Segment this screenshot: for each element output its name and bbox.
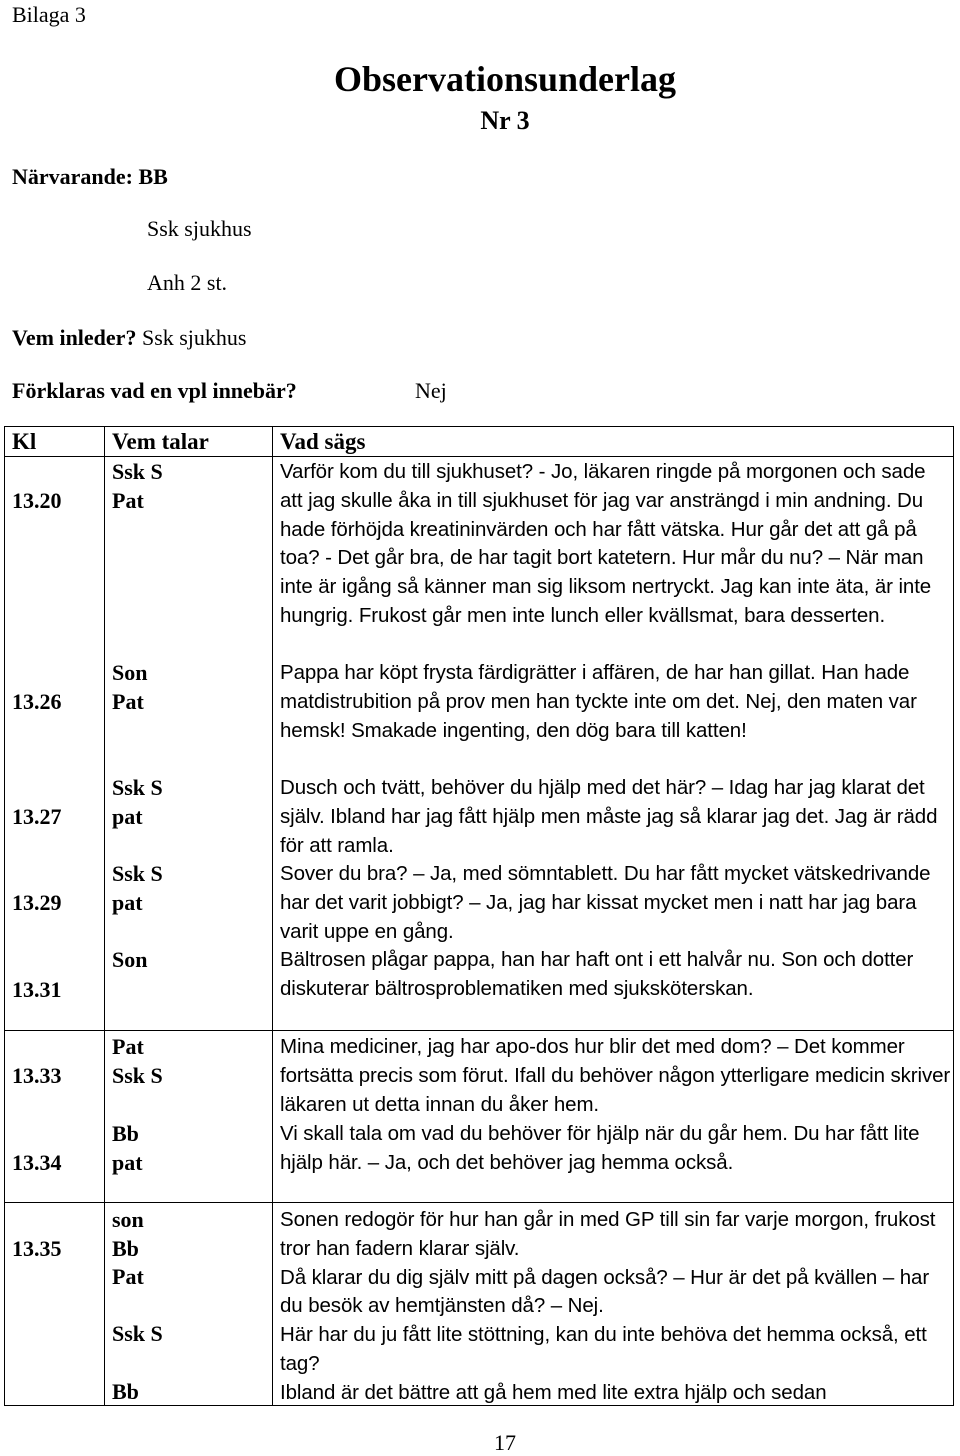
- table-row-rule: [4, 1202, 954, 1203]
- speaker: Bb: [112, 1378, 139, 1404]
- appendix-label: Bilaga 3: [12, 2, 86, 27]
- who-initiates-label: Vem inleder?: [12, 325, 137, 350]
- present-item-2: Ssk sjukhus: [147, 216, 252, 241]
- column-header-time: Kl: [12, 429, 37, 454]
- row-speakers: [112, 458, 163, 515]
- row-text: Dusch och tvätt, behöver du hjälp med det här? – Idag har jag klarat det själv. Ibland har jag fått hjälp men måste jag så klarar jag det. Jag är rädd för att ramla.: [280, 776, 938, 857]
- row-speakers: [112, 1033, 163, 1090]
- table-header-rule: [4, 456, 954, 457]
- column-header-speaker: Vem talar: [112, 429, 209, 454]
- row-time: 13.20: [12, 488, 62, 513]
- row-text: [280, 1206, 952, 1408]
- speaker: Son: [112, 947, 148, 972]
- row-text-line: Sonen redogör för hur han går in med GP till sin far varje morgon, frukost tror han fadern klarar själv.: [280, 1208, 936, 1260]
- row-text: Sover du bra? – Ja, med sömntablett. Du har fått mycket vätskedrivande har det varit jobbigt? – Ja, jag har kissat mycket men i natt har jag bara varit uppe en gång.: [280, 862, 931, 943]
- row-time: 13.26: [12, 689, 62, 714]
- column-header-said: Vad sägs: [280, 429, 366, 454]
- row-speakers: [112, 659, 147, 716]
- document-number: Nr 3: [480, 106, 530, 135]
- present-label: Närvarande: BB: [12, 164, 168, 189]
- speaker-spacer: [112, 1292, 163, 1321]
- row-time: 13.35: [12, 1236, 62, 1261]
- explained-label: Förklaras vad en vpl innebär?: [12, 378, 297, 403]
- row-time: 13.31: [12, 977, 62, 1002]
- speaker: Pat: [112, 487, 144, 513]
- row-text-line: Ibland är det bättre att gå hem med lite extra hjälp och sedan: [280, 1380, 827, 1404]
- speaker: Ssk S: [112, 861, 163, 886]
- row-text: Bältrosen plågar pappa, han har haft ont i ett halvår nu. Son och dotter diskuterar bältrosproblematiken med sjuksköterskan.: [280, 948, 914, 1000]
- speaker: Ssk S: [112, 1062, 163, 1088]
- who-initiates-value: Ssk sjukhus: [141, 325, 247, 350]
- row-text-line: Då klarar du dig själv mitt på dagen också? – Hur är det på kvällen – har du besök av hemtjänsten då? – Nej.: [280, 1265, 930, 1318]
- who-initiates: [12, 325, 247, 351]
- row-time: 13.29: [12, 890, 62, 915]
- page-number: 17: [494, 1430, 516, 1455]
- explained-value: Nej: [415, 378, 447, 403]
- speaker: Bb: [112, 1121, 139, 1146]
- row-speakers: [112, 1206, 163, 1406]
- speaker: Son: [112, 660, 148, 685]
- table-divider: [104, 426, 105, 1406]
- table-row-rule: [4, 1030, 954, 1031]
- speaker: Ssk S: [112, 459, 163, 484]
- speaker: son: [112, 1207, 144, 1232]
- row-text: Varför kom du till sjukhuset? - Jo, läkaren ringde på morgonen och sade att jag skulle åka in till sjukhuset för jag var ansträngd i min andning. Du hade förhöjda kreatininvärden och har fått vätska. Hur går det att gå på toa? - Det går bra, de har tagit bort katetern. Hur mår du nu? – När man inte är igång så känner man sig liksom nertryckt. Jag kan inte äta, är inte hungrig. Frukost går men inte lunch eller kvällsmat, bara desserten.: [280, 460, 932, 627]
- speaker: pat: [112, 889, 143, 915]
- row-speakers: [112, 946, 147, 975]
- speaker: Pat: [112, 1034, 144, 1059]
- speaker: Bb: [112, 1235, 139, 1261]
- speaker-spacer: [112, 1349, 163, 1378]
- row-time: 13.34: [12, 1150, 62, 1175]
- speaker: Ssk S: [112, 1321, 163, 1347]
- row-time: 13.27: [12, 804, 62, 829]
- row-speakers: [112, 1120, 143, 1177]
- speaker: Pat: [112, 1264, 144, 1290]
- row-text: Pappa har köpt frysta färdigrätter i affären, de har han gillat. Han hade matdistrubition på prov men han tyckte inte om det. Nej, den maten var hemsk! Smakade ingenting, den dög bara till katten!: [280, 661, 917, 742]
- speaker: pat: [112, 1149, 143, 1175]
- table-divider: [272, 426, 273, 1406]
- row-time: 13.33: [12, 1063, 62, 1088]
- document-title: Observationsunderlag: [333, 59, 677, 99]
- speaker: Ssk S: [112, 775, 163, 800]
- row-text: Vi skall tala om vad du behöver för hjälp när du går hem. Du har fått lite hjälp här. – Ja, och det behöver jag hemma också.: [280, 1122, 920, 1174]
- present-item-3: Anh 2 st.: [147, 270, 228, 295]
- row-text: Mina mediciner, jag har apo-dos hur blir det med dom? – Det kommer fortsätta precis som förut. Ifall du behöver någon ytterligare medicin skriver läkaren ut detta innan du åker hem.: [280, 1035, 951, 1116]
- row-text-line: Här har du ju fått lite stöttning, kan du inte behöva det hemma också, ett tag?: [280, 1323, 927, 1375]
- row-speakers: [112, 860, 163, 917]
- speaker: pat: [112, 803, 143, 829]
- speaker: Pat: [112, 688, 144, 714]
- row-speakers: [112, 774, 163, 831]
